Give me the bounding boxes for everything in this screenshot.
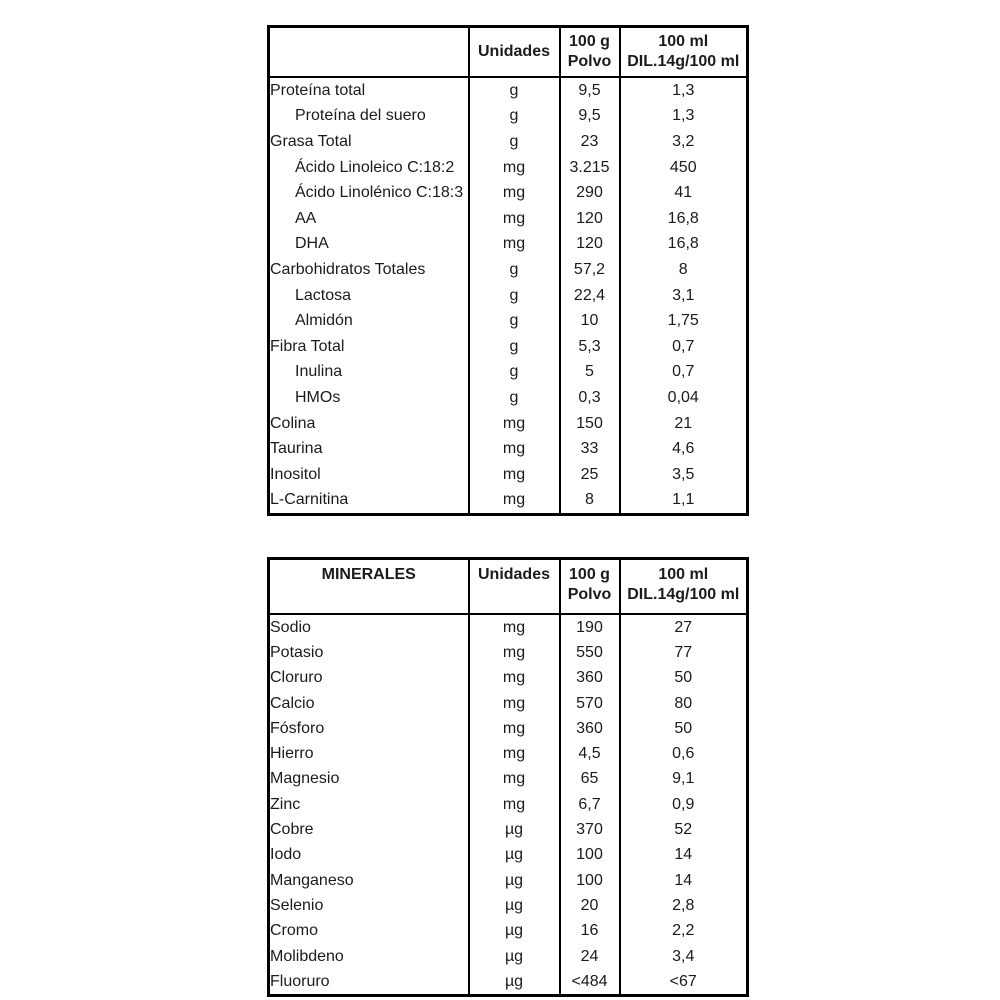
per-100ml-value: 0,6 — [620, 741, 748, 766]
per-100g-value: 120 — [560, 232, 620, 258]
per-100ml-value: 0,7 — [620, 360, 748, 386]
per-100ml-value: 16,8 — [620, 206, 748, 232]
unit-value: mg — [469, 767, 560, 792]
nutrient-label: Proteína del suero — [295, 107, 426, 125]
unit-value: µg — [469, 893, 560, 918]
per-100g-value: 33 — [560, 436, 620, 462]
per-100ml-value: 3,4 — [620, 944, 748, 969]
per-100ml-value: 52 — [620, 817, 748, 842]
per-100ml-value: 450 — [620, 155, 748, 181]
per-100g-value: 8 — [560, 488, 620, 515]
dilution-column-header-line1: 100 ml — [658, 33, 709, 50]
table-row — [269, 868, 748, 893]
per-100ml-value: 1,1 — [620, 488, 748, 515]
mineral-label: Manganeso — [270, 871, 354, 889]
per-100ml-value: 4,6 — [620, 436, 748, 462]
per-100g-value: <484 — [560, 969, 620, 996]
per-100g-value: 5 — [560, 360, 620, 386]
powder-column-header-line2: Polvo — [567, 586, 612, 603]
nutrient-label: Grasa Total — [270, 132, 352, 150]
per-100g-value: 20 — [560, 893, 620, 918]
per-100ml-value: 1,3 — [620, 77, 748, 104]
table-row — [269, 155, 748, 181]
nutrient-label: HMOs — [295, 388, 341, 406]
per-100ml-value: 3,5 — [620, 462, 748, 488]
per-100g-value: 360 — [560, 716, 620, 741]
mineral-label: Cloruro — [270, 669, 323, 687]
unit-value: µg — [469, 843, 560, 868]
table-row — [269, 308, 748, 334]
unit-value: mg — [469, 462, 560, 488]
table-row — [269, 360, 748, 386]
table-row — [269, 640, 748, 665]
unit-value: g — [469, 308, 560, 334]
unit-value: g — [469, 385, 560, 411]
per-100ml-value: 2,8 — [620, 893, 748, 918]
header-row — [269, 559, 748, 615]
per-100g-value: 550 — [560, 640, 620, 665]
per-100g-value: 22,4 — [560, 283, 620, 309]
per-100ml-value: 27 — [620, 614, 748, 640]
units-column-header: Unidades — [469, 559, 560, 615]
unit-value: mg — [469, 716, 560, 741]
mineral-label: Sodio — [270, 618, 311, 636]
minerals-table-header — [269, 559, 748, 615]
nutrients-table-title — [269, 27, 469, 78]
table-row — [269, 843, 748, 868]
nutrient-label: Carbohidratos Totales — [270, 260, 426, 278]
per-100g-value: 23 — [560, 129, 620, 155]
per-100ml-value: 9,1 — [620, 767, 748, 792]
table-row — [269, 283, 748, 309]
unit-value: mg — [469, 741, 560, 766]
table-row — [269, 77, 748, 104]
per-100ml-value: 8 — [620, 257, 748, 283]
nutrient-label: Inulina — [295, 363, 343, 381]
nutrient-label: Ácido Linoleico C:18:2 — [295, 158, 455, 176]
per-100ml-value: 2,2 — [620, 919, 748, 944]
dilution-column-header-line2: DIL.14g/100 ml — [627, 53, 740, 70]
nutrient-label: L-Carnitina — [270, 491, 349, 509]
unit-value: mg — [469, 155, 560, 181]
per-100g-value: 24 — [560, 944, 620, 969]
per-100g-value: 57,2 — [560, 257, 620, 283]
table-row — [269, 257, 748, 283]
nutrient-label: Almidón — [295, 312, 353, 330]
per-100g-value: 190 — [560, 614, 620, 640]
per-100g-value: 0,3 — [560, 385, 620, 411]
table-row — [269, 206, 748, 232]
per-100g-value: 150 — [560, 411, 620, 437]
per-100g-value: 65 — [560, 767, 620, 792]
unit-value: µg — [469, 817, 560, 842]
per-100g-value: 100 — [560, 843, 620, 868]
per-100ml-value: 50 — [620, 666, 748, 691]
mineral-label: Calcio — [270, 694, 315, 712]
per-100g-value: 9,5 — [560, 104, 620, 130]
per-100g-value: 360 — [560, 666, 620, 691]
table-row — [269, 129, 748, 155]
unit-value: g — [469, 360, 560, 386]
table-row — [269, 385, 748, 411]
dilution-column-header — [620, 559, 748, 615]
per-100g-value: 16 — [560, 919, 620, 944]
table-row — [269, 488, 748, 515]
per-100g-value: 120 — [560, 206, 620, 232]
per-100ml-value: 0,04 — [620, 385, 748, 411]
unit-value: mg — [469, 206, 560, 232]
per-100ml-value: 3,1 — [620, 283, 748, 309]
table-row — [269, 792, 748, 817]
unit-value: g — [469, 334, 560, 360]
per-100ml-value: 50 — [620, 716, 748, 741]
mineral-label: Cromo — [270, 922, 319, 940]
table-row — [269, 614, 748, 640]
per-100ml-value: 0,7 — [620, 334, 748, 360]
unit-value: mg — [469, 792, 560, 817]
per-100g-value: 370 — [560, 817, 620, 842]
unit-value: g — [469, 77, 560, 104]
table-row — [269, 741, 748, 766]
table-row — [269, 462, 748, 488]
unit-value: g — [469, 257, 560, 283]
unit-value: mg — [469, 640, 560, 665]
mineral-label: Selenio — [270, 896, 324, 914]
table-row — [269, 180, 748, 206]
per-100g-value: 3.215 — [560, 155, 620, 181]
header-row — [269, 27, 748, 78]
per-100ml-value: 1,3 — [620, 104, 748, 130]
mineral-label: Fósforo — [270, 719, 325, 737]
nutrient-label: Proteína total — [270, 81, 366, 99]
per-100g-value: 5,3 — [560, 334, 620, 360]
dilution-column-header — [620, 27, 748, 78]
per-100ml-value: 14 — [620, 868, 748, 893]
table-row — [269, 893, 748, 918]
per-100ml-value: <67 — [620, 969, 748, 996]
nutrient-label: Colina — [270, 414, 316, 432]
per-100ml-value: 80 — [620, 691, 748, 716]
per-100g-value: 290 — [560, 180, 620, 206]
table-row — [269, 716, 748, 741]
unit-value: mg — [469, 232, 560, 258]
per-100g-value: 9,5 — [560, 77, 620, 104]
unit-value: mg — [469, 180, 560, 206]
table-row — [269, 666, 748, 691]
per-100g-value: 10 — [560, 308, 620, 334]
unit-value: mg — [469, 488, 560, 515]
powder-column-header-line1: 100 g — [569, 566, 610, 583]
mineral-label: Zinc — [270, 795, 301, 813]
nutrient-label: AA — [295, 209, 317, 227]
per-100ml-value: 77 — [620, 640, 748, 665]
powder-column-header — [560, 559, 620, 615]
unit-value: mg — [469, 436, 560, 462]
nutrient-label: Ácido Linolénico C:18:3 — [295, 184, 464, 202]
table-row — [269, 411, 748, 437]
dilution-column-header-line2: DIL.14g/100 ml — [627, 586, 740, 603]
unit-value: µg — [469, 944, 560, 969]
powder-column-header-line2: Polvo — [567, 53, 612, 70]
table-row — [269, 969, 748, 996]
units-column-header: Unidades — [469, 27, 560, 78]
nutrient-label: Taurina — [270, 440, 323, 458]
nutrients-table — [267, 25, 749, 516]
mineral-label: Cobre — [270, 821, 314, 839]
unit-value: mg — [469, 666, 560, 691]
per-100g-value: 4,5 — [560, 741, 620, 766]
per-100g-value: 6,7 — [560, 792, 620, 817]
unit-value: g — [469, 129, 560, 155]
unit-value: mg — [469, 691, 560, 716]
per-100ml-value: 21 — [620, 411, 748, 437]
mineral-label: Fluoruro — [270, 972, 330, 990]
per-100g-value: 570 — [560, 691, 620, 716]
per-100ml-value: 3,2 — [620, 129, 748, 155]
mineral-label: Potasio — [270, 643, 324, 661]
minerals-table — [267, 557, 749, 997]
table-row — [269, 944, 748, 969]
nutrient-label: Inositol — [270, 465, 321, 483]
table-row — [269, 767, 748, 792]
table-row — [269, 817, 748, 842]
table-row — [269, 919, 748, 944]
per-100ml-value: 0,9 — [620, 792, 748, 817]
nutrient-label: Lactosa — [295, 286, 352, 304]
table-row — [269, 691, 748, 716]
unit-value: g — [469, 283, 560, 309]
per-100g-value: 25 — [560, 462, 620, 488]
nutrients-table-body — [269, 77, 748, 515]
per-100ml-value: 14 — [620, 843, 748, 868]
unit-value: mg — [469, 411, 560, 437]
per-100ml-value: 41 — [620, 180, 748, 206]
unit-value: g — [469, 104, 560, 130]
powder-column-header-line1: 100 g — [569, 33, 610, 50]
minerals-table-body — [269, 614, 748, 996]
mineral-label: Magnesio — [270, 770, 340, 788]
unit-value: µg — [469, 919, 560, 944]
table-row — [269, 104, 748, 130]
mineral-label: Hierro — [270, 745, 314, 763]
per-100g-value: 100 — [560, 868, 620, 893]
powder-column-header — [560, 27, 620, 78]
table-row — [269, 334, 748, 360]
unit-value: µg — [469, 969, 560, 996]
table-row — [269, 232, 748, 258]
unit-value: mg — [469, 614, 560, 640]
nutrient-label: Fibra Total — [270, 337, 345, 355]
per-100ml-value: 16,8 — [620, 232, 748, 258]
table-row — [269, 436, 748, 462]
nutrients-table-header — [269, 27, 748, 78]
mineral-label: Iodo — [270, 846, 302, 864]
per-100ml-value: 1,75 — [620, 308, 748, 334]
nutrient-label: DHA — [295, 235, 329, 253]
mineral-label: Molibdeno — [270, 947, 344, 965]
unit-value: µg — [469, 868, 560, 893]
dilution-column-header-line1: 100 ml — [658, 566, 709, 583]
minerals-table-title: MINERALES — [269, 559, 469, 615]
